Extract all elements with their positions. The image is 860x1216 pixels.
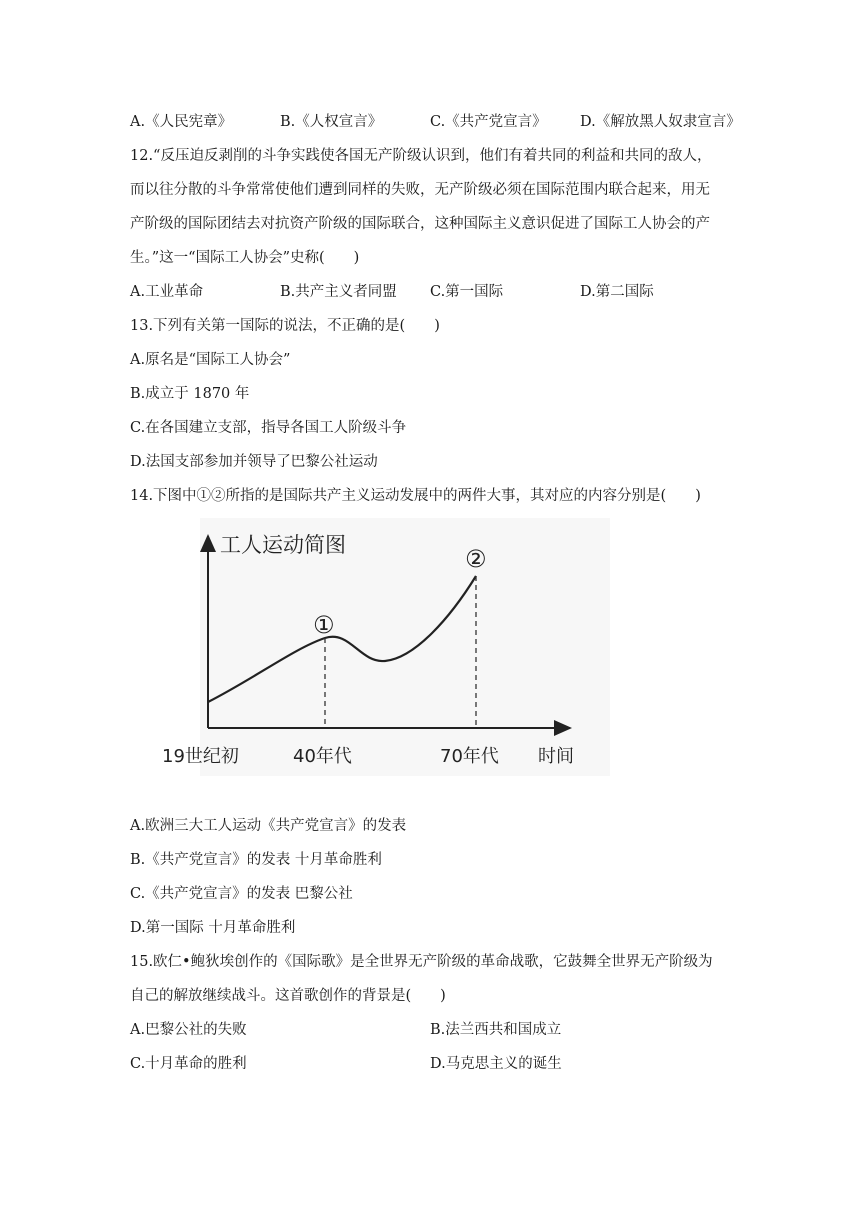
q13-option-b: B.成立于 1870 年 (130, 386, 250, 402)
q13-option-d: D.法国支部参加并领导了巴黎公社运动 (130, 454, 378, 470)
q14-stem: 14.下图中①②所指的是国际共产主义运动发展中的两件大事，其对应的内容分别是( ) (130, 488, 701, 504)
marker-2: ② (465, 545, 487, 573)
x-label-70s: 70年代 (440, 746, 499, 767)
diagram-title: 工人运动简图 (220, 533, 346, 557)
workers-movement-diagram (162, 518, 610, 776)
q12-stem-line-2: 而以往分散的斗争常常使他们遭到同样的失败，无产阶级必须在国际范围内联合起来，用无 (130, 182, 710, 198)
q14-option-b: B.《共产党宣言》的发表 十月革命胜利 (130, 852, 382, 868)
q12-stem-line-4: 生。”这一“国际工人协会”史称( ) (130, 250, 360, 266)
x-axis-title: 时间 (538, 746, 574, 767)
q13-option-a: A.原名是“国际工人协会” (130, 352, 291, 368)
x-label-19th-century: 19世纪初 (162, 746, 239, 767)
q14-option-a: A.欧洲三大工人运动《共产党宣言》的发表 (130, 818, 407, 834)
workers-movement-svg (162, 518, 610, 776)
q12-option-a: A.工业革命 (130, 284, 204, 300)
q15-option-c: C.十月革命的胜利 (130, 1056, 247, 1072)
q13-option-c: C.在各国建立支部，指导各国工人阶级斗争 (130, 420, 407, 436)
q11-option-d: D.《解放黑人奴隶宣言》 (580, 114, 741, 130)
q12-stem-line-3: 产阶级的国际团结去对抗资产阶级的国际联合，这种国际主义意识促进了国际工人协会的产 (130, 216, 710, 232)
x-label-40s: 40年代 (293, 746, 352, 767)
q14-option-d: D.第一国际 十月革命胜利 (130, 920, 296, 936)
marker-1: ① (313, 611, 335, 639)
q11-option-c: C.《共产党宣言》 (430, 114, 547, 130)
q11-option-b: B.《人权宣言》 (280, 114, 383, 130)
q15-option-d: D.马克思主义的诞生 (430, 1056, 562, 1072)
q12-stem-line-1: 12.“反压迫反剥削的斗争实践使各国无产阶级认识到，他们有着共同的利益和共同的敌人， (130, 148, 712, 164)
q12-option-b: B.共产主义者同盟 (280, 284, 397, 300)
q14-option-c: C.《共产党宣言》的发表 巴黎公社 (130, 886, 353, 902)
q12-option-d: D.第二国际 (580, 284, 654, 300)
q13-stem: 13.下列有关第一国际的说法，不正确的是( ) (130, 318, 440, 334)
q15-option-b: B.法兰西共和国成立 (430, 1022, 562, 1038)
q15-stem-line-2: 自己的解放继续战斗。这首歌创作的背景是( ) (130, 988, 446, 1004)
q12-option-c: C.第一国际 (430, 284, 504, 300)
q11-option-a: A.《人民宪章》 (130, 114, 233, 130)
q15-stem-line-1: 15.欧仁•鲍狄埃创作的《国际歌》是全世界无产阶级的革命战歌，它鼓舞全世界无产阶级为 (130, 954, 713, 970)
q15-option-a: A.巴黎公社的失败 (130, 1022, 247, 1038)
movement-curve (208, 576, 476, 702)
